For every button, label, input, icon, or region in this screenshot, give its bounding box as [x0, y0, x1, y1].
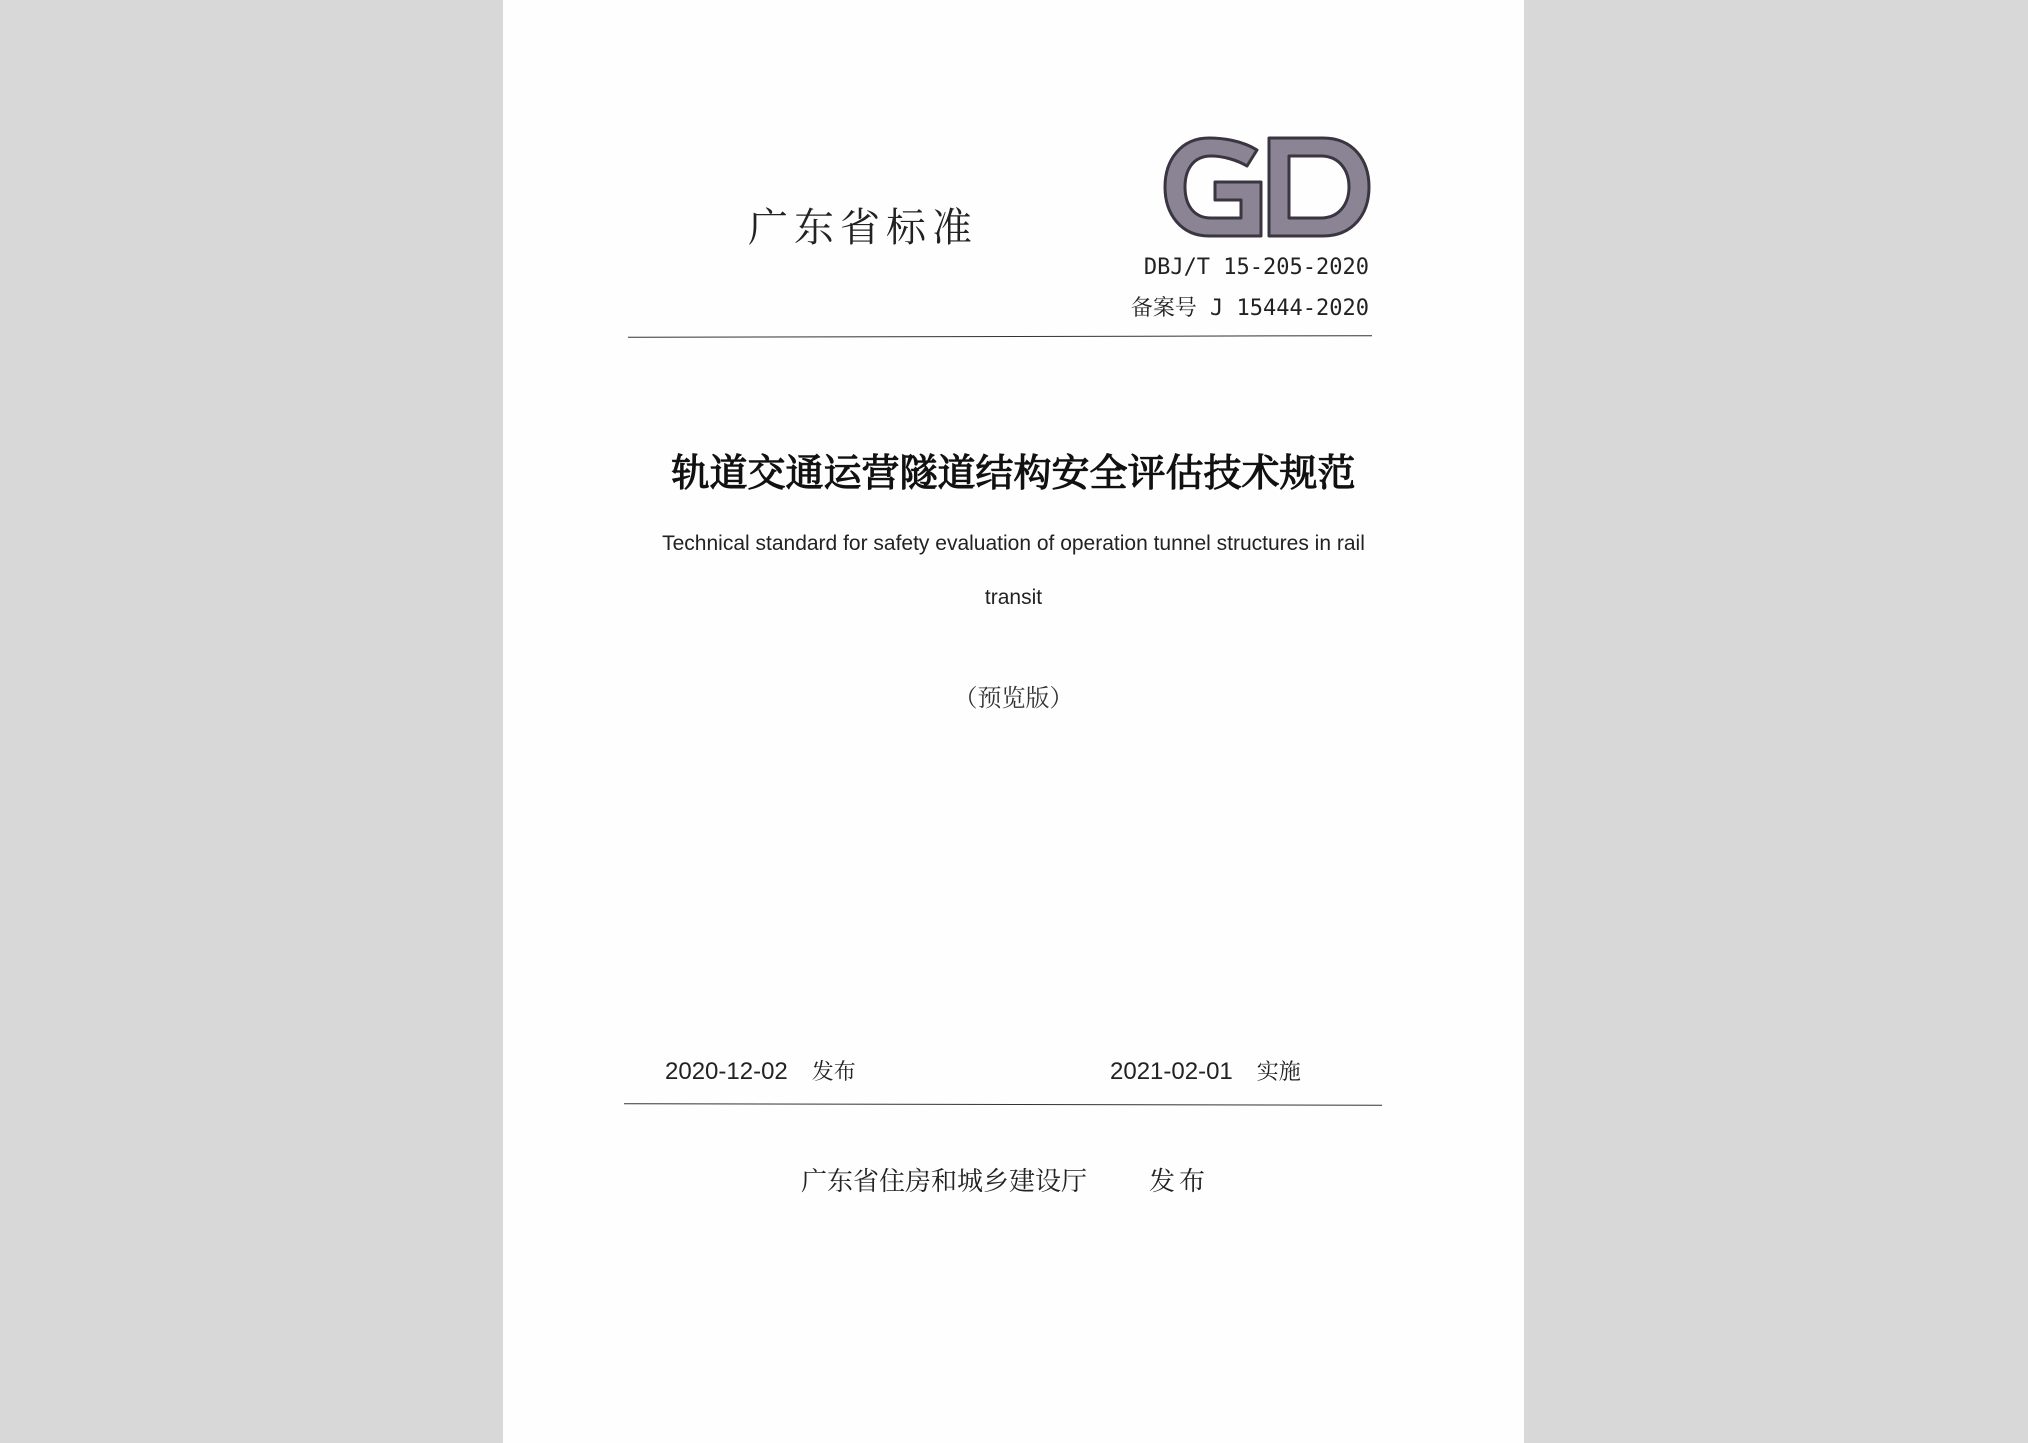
record-number: 备案号 J 15444-2020 [1130, 296, 1369, 321]
publish-date: 2020-12-02 [665, 1058, 788, 1085]
effective-date: 2021-02-01 [1110, 1058, 1233, 1085]
publisher-name: 广东省住房和城乡建设厅 [801, 1167, 1088, 1197]
effective-label: 实施 [1256, 1060, 1301, 1085]
standard-code: DBJ/T 15-205-2020 [1143, 255, 1369, 280]
publish-label: 发布 [811, 1060, 856, 1085]
document-page [503, 0, 1524, 1443]
publisher-action: 发布 [1149, 1167, 1210, 1197]
publish-date-row [665, 1055, 856, 1086]
publisher-row [801, 1161, 1209, 1198]
top-divider [628, 335, 1372, 338]
standard-label: 广东省标准 [748, 205, 978, 251]
title-chinese: 轨道交通运营隧道结构安全评估技术规范 [671, 450, 1356, 495]
bottom-divider [624, 1103, 1382, 1106]
edition-label: （预览版） [953, 684, 1074, 712]
effective-date-row [1110, 1055, 1301, 1086]
title-english: Technical standard for safety evaluation of operation tunnel structures in rail transit [662, 532, 1365, 609]
gd-logo [1161, 136, 1373, 238]
